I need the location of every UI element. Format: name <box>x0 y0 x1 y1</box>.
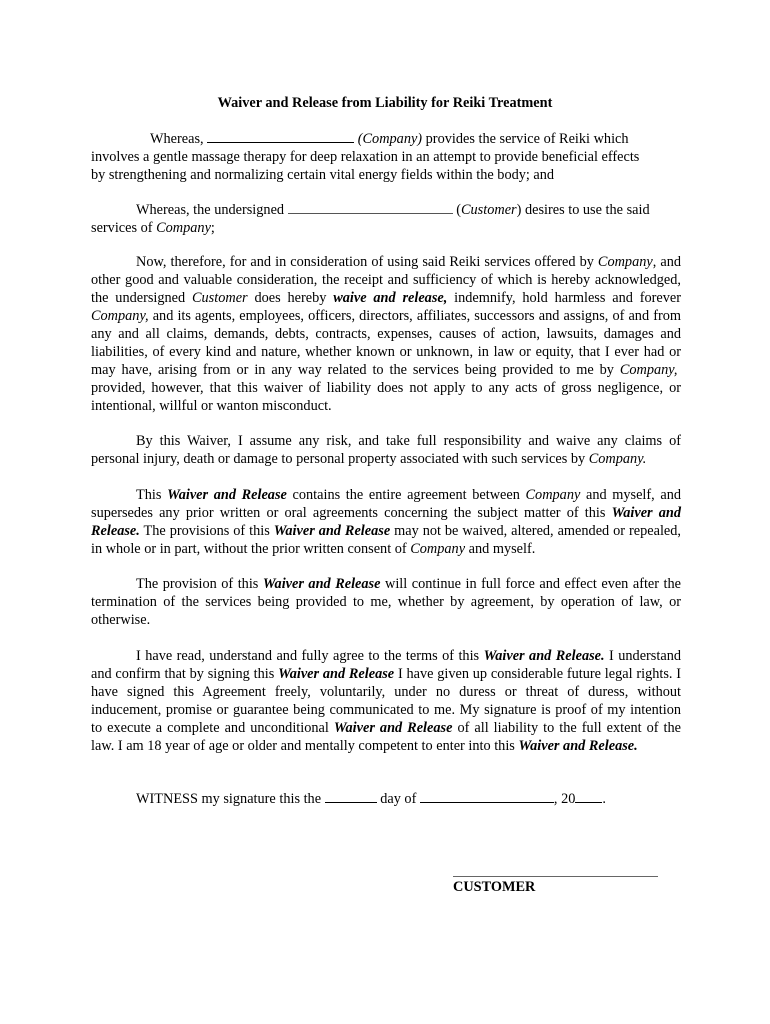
clause-text: , and other good and valuable consideration, the receipt and sufficiency of which is hereby acknowledged, the undersigned <box>91 254 681 306</box>
company-term: Company <box>156 220 211 236</box>
paragraph-line: involves a gentle massage therapy for deep relaxation in an attempt to provide beneficial effects <box>91 149 640 165</box>
waiver-release-term: Waiver and Release. <box>91 505 681 539</box>
witness-text: . <box>602 791 606 807</box>
service-text: provides the service of Reiki which <box>425 131 629 147</box>
clause-text: This <box>136 487 162 503</box>
desires-text: ) desires to use the said <box>516 202 650 218</box>
clause-text: provided, however, that this waiver of liability does not apply to any acts of gross negligence, or intentional, willful or wanton misconduct. <box>91 380 681 414</box>
customer-name-blank[interactable] <box>288 200 453 214</box>
waiver-release-term: Waiver and Release <box>278 666 395 682</box>
waiver-release-term: Waiver and Release <box>273 523 391 539</box>
company-term: Company <box>410 541 466 557</box>
day-blank[interactable] <box>325 789 377 803</box>
year-blank[interactable] <box>575 789 602 803</box>
clause-text: and its agents, employees, officers, directors, affiliates, successors and assigns, of and from any and all claims, demands, debts, contracts, expenses, causes of action, lawsuits, damages and liabilities, of every kind and nature, whether known or unknown, in law or equity, that I ever had or may have, arising from or in any way related to the services being provided to me by <box>91 308 681 378</box>
whereas-text: Whereas, <box>150 131 204 147</box>
witness-text: WITNESS my signature this the <box>136 791 322 807</box>
paragraph-assume-risk <box>91 432 681 468</box>
waiver-release-term: Waiver and Release <box>262 576 381 592</box>
waiver-release-term: Waiver and Release <box>333 720 453 736</box>
clause-text: indemnify, hold harmless and forever <box>454 290 681 306</box>
paragraph-entire-agreement <box>91 486 681 558</box>
clause-text: I have given up considerable future legal rights. I have signed this Agreement freely, voluntarily, under no duress or threat of duress, without inducement, promise or guarantee being communicated to me. My signature is proof of my intention to execute a complete and unconditional <box>91 666 682 736</box>
paren-text: ( <box>456 202 461 218</box>
semicolon-text: ; <box>210 220 215 236</box>
clause-text: I have read, understand and fully agree to the terms of this <box>136 648 480 664</box>
waive-release-term: waive and release, <box>333 290 448 306</box>
clause-text: of all liability to the full extent of the law. I am 18 year of age or older and mentally competent to enter into this <box>91 720 681 754</box>
clause-text: Now, therefore, for and in consideration of using said Reiki services offered by <box>136 254 594 270</box>
clause-text: contains the entire agreement between <box>292 487 520 503</box>
witness-text: day of <box>380 791 417 807</box>
clause-text: I understand and confirm that by signing this <box>91 648 681 682</box>
waiver-release-term: Waiver and Release. <box>518 738 638 754</box>
month-blank[interactable] <box>420 789 554 803</box>
company-name-blank[interactable] <box>207 129 354 143</box>
services-of-text: services of <box>91 220 153 236</box>
paragraph-acknowledgement <box>91 647 681 755</box>
waiver-release-term: Waiver and Release <box>167 487 287 503</box>
clause-text: may not be waived, altered, amended or repealed, in whole or in part, without the prior written consent of <box>91 523 681 557</box>
company-label: (Company) <box>357 131 423 147</box>
customer-label: Customer <box>461 202 517 218</box>
company-term: Company, <box>91 308 149 324</box>
company-term: Company <box>597 254 653 270</box>
company-term: Company, <box>619 362 678 378</box>
undersigned-text: Whereas, the undersigned <box>136 202 285 218</box>
paragraph-line: by strengthening and normalizing certain vital energy fields within the body; and <box>91 167 555 183</box>
paragraph-whereas-company <box>91 129 681 184</box>
clause-text: The provisions of this <box>143 523 270 539</box>
clause-text: and myself, and supersedes any prior written or oral agreements concerning the subject matter of this <box>91 487 682 521</box>
customer-signature-label: CUSTOMER <box>453 879 536 895</box>
witness-line <box>91 789 681 808</box>
paragraph-whereas-customer <box>91 200 681 237</box>
document-title: Waiver and Release from Liability for Reiki Treatment <box>217 95 553 111</box>
clause-text: The provision of this <box>136 576 259 592</box>
customer-term: Customer <box>192 290 248 306</box>
clause-text: will continue in full force and effect even after the termination of the services being provided to me, whether by agreement, by operation of law, or otherwise. <box>91 576 682 628</box>
waiver-release-term: Waiver and Release. <box>483 648 605 664</box>
company-term: Company. <box>588 451 647 467</box>
paragraph-release-clause <box>91 253 681 415</box>
company-term: Company <box>525 487 581 503</box>
customer-signature-line[interactable] <box>453 876 658 877</box>
clause-text: does hereby <box>254 290 327 306</box>
paragraph-continuation <box>91 575 681 629</box>
clause-text: and myself. <box>468 541 536 557</box>
witness-text: , 20 <box>553 791 576 807</box>
clause-text: By this Waiver, I assume any risk, and take full responsibility and waive any claims of personal injury, death or damage to personal property associated with such services by <box>91 433 681 467</box>
